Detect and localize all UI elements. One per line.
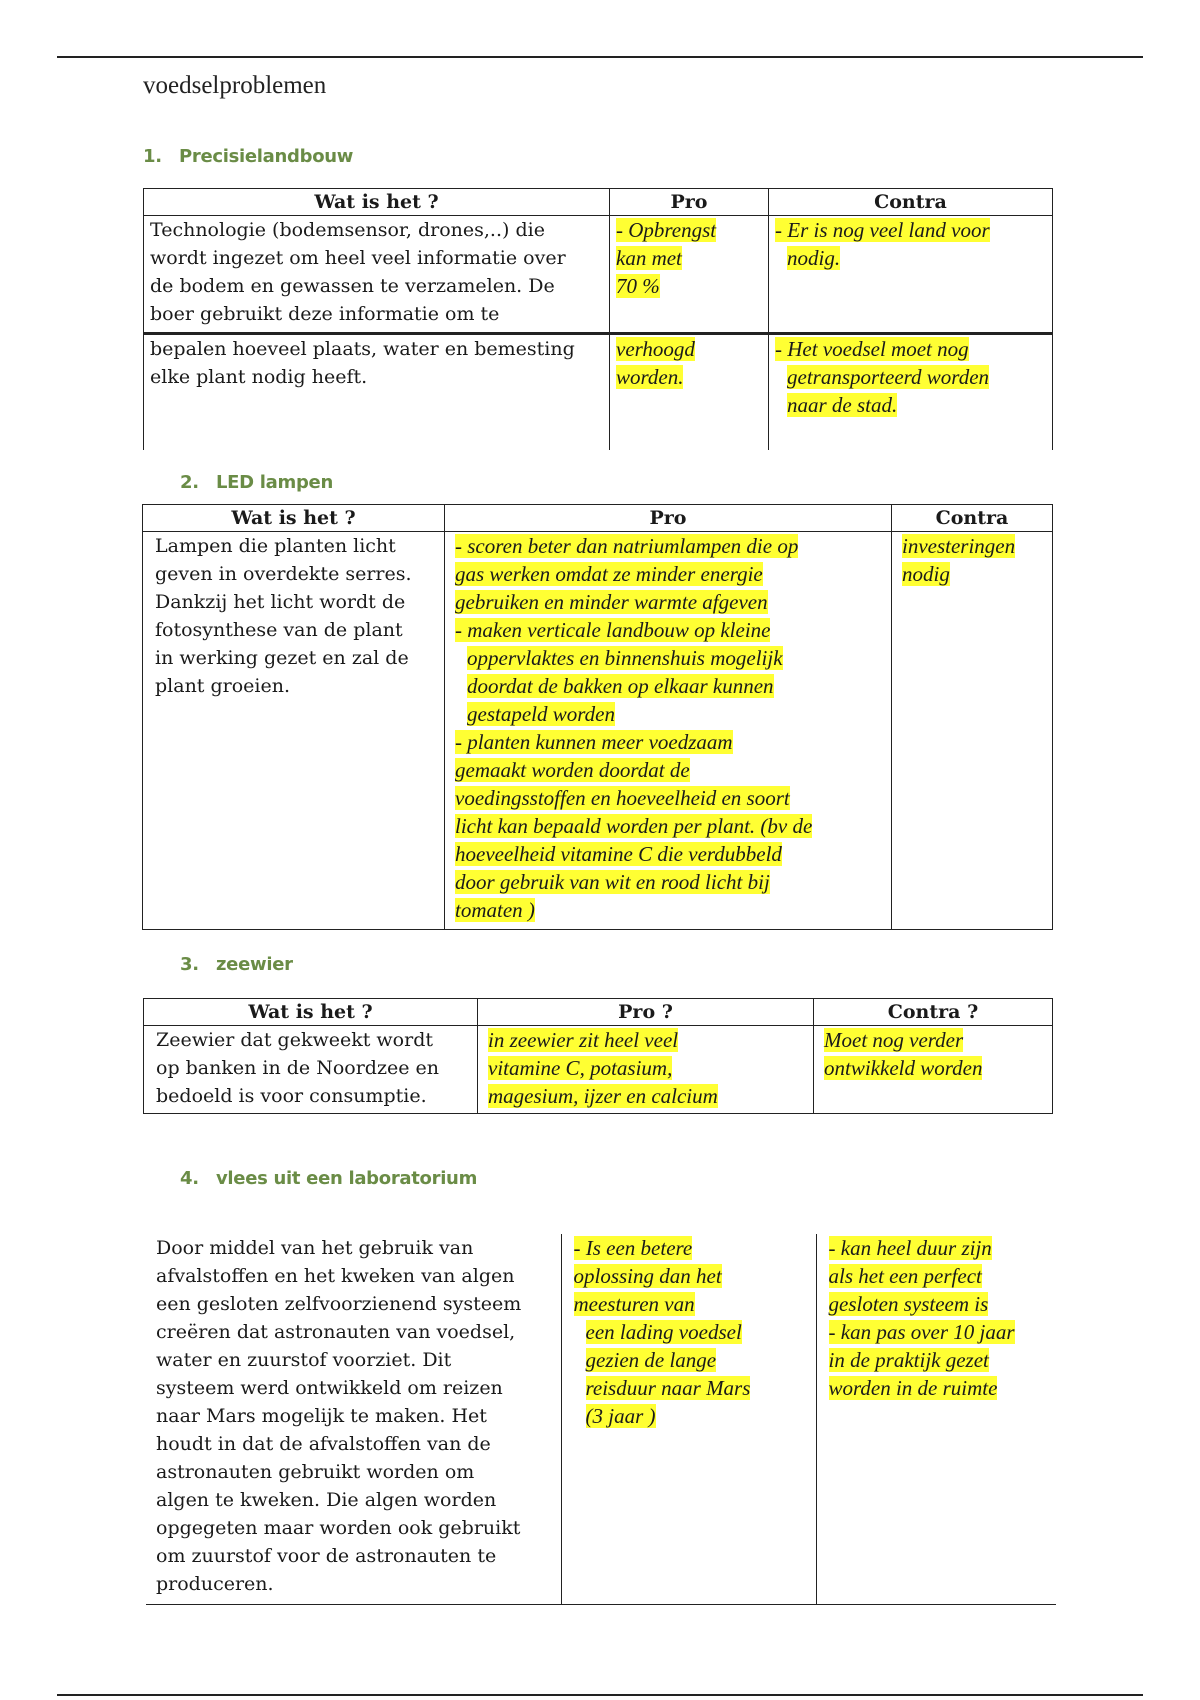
highlighted-text: 70 % xyxy=(616,274,660,298)
highlighted-text: magesium, ijzer en calcium xyxy=(488,1084,718,1108)
highlighted-text: worden. xyxy=(616,365,684,389)
table-vlees-uit-een-laboratorium xyxy=(146,1234,1056,1605)
highlighted-text: ontwikkeld worden xyxy=(824,1056,983,1080)
text-line: Dankzij het licht wordt de xyxy=(155,591,406,613)
section-number: 1. xyxy=(143,146,162,167)
highlighted-text: - Er is nog veel land voor xyxy=(775,218,990,242)
column-header-what: Wat is het ? xyxy=(143,505,445,532)
highlighted-text: verhoogd xyxy=(616,337,695,361)
text-line: de bodem en gewassen te verzamelen. De xyxy=(150,275,555,297)
highlighted-text: een lading voedsel xyxy=(585,1320,742,1344)
highlighted-text: reisduur naar Mars xyxy=(585,1376,751,1400)
highlighted-text: vitamine C, potasium, xyxy=(488,1056,673,1080)
highlighted-text: investeringen xyxy=(902,534,1016,558)
cell-contra xyxy=(816,1234,1056,1604)
section-number: 2. xyxy=(180,472,199,493)
highlighted-text: gesloten systeem is xyxy=(828,1292,989,1316)
highlighted-text: - kan heel duur zijn xyxy=(828,1236,992,1260)
text-line: algen te kweken. Die algen worden xyxy=(156,1489,497,1511)
text-line: in werking gezet en zal de xyxy=(155,647,409,669)
highlighted-text: meesturen van xyxy=(573,1292,695,1316)
cell-pro-continued xyxy=(610,334,769,450)
cell-contra xyxy=(814,1026,1053,1114)
text-line: boer gebruikt deze informatie om te xyxy=(150,303,500,325)
table-zeewier xyxy=(143,998,1053,1114)
highlighted-text: doordat de bakken op elkaar kunnen xyxy=(467,674,774,698)
highlighted-text: oppervlaktes en binnenshuis mogelijk xyxy=(467,646,783,670)
highlighted-text: getransporteerd worden xyxy=(787,365,990,389)
text-line: Lampen die planten licht xyxy=(155,535,396,557)
highlighted-text: nodig. xyxy=(787,246,841,270)
highlighted-text: naar de stad. xyxy=(787,393,898,417)
highlighted-text: gezien de lange xyxy=(585,1348,717,1372)
column-header-contra: Contra ? xyxy=(814,999,1053,1026)
cell-contra xyxy=(892,532,1053,930)
text-line: fotosynthese van de plant xyxy=(155,619,403,641)
text-line: Door middel van het gebruik van xyxy=(156,1237,474,1259)
cell-what xyxy=(146,1234,561,1604)
section-heading-precisielandbouw xyxy=(143,146,353,167)
text-line: water en zuurstof voorziet. Dit xyxy=(156,1349,452,1371)
highlighted-text: gestapeld worden xyxy=(467,702,615,726)
highlighted-text: Moet nog verder xyxy=(824,1028,964,1052)
highlighted-text: gas werken omdat ze minder energie xyxy=(455,562,763,586)
document-title: voedselproblemen xyxy=(143,72,327,99)
cell-what xyxy=(144,1026,478,1114)
column-header-what: Wat is het ? xyxy=(144,999,478,1026)
highlighted-text: (3 jaar ) xyxy=(585,1404,656,1428)
column-header-contra: Contra xyxy=(892,505,1053,532)
cell-pro xyxy=(561,1234,816,1604)
text-line: afvalstoffen en het kweken van algen xyxy=(156,1265,515,1287)
section-title: vlees uit een laboratorium xyxy=(216,1168,478,1189)
section-title: zeewier xyxy=(216,954,293,975)
text-line: om zuurstof voor de astronauten te xyxy=(156,1545,497,1567)
section-title: LED lampen xyxy=(216,472,333,493)
column-header-pro: Pro xyxy=(610,189,769,216)
highlighted-text: gemaakt worden doordat de xyxy=(455,758,690,782)
highlighted-text: nodig xyxy=(902,562,950,586)
highlighted-text: worden in de ruimte xyxy=(828,1376,998,1400)
text-line: geven in overdekte serres. xyxy=(155,563,412,585)
text-line: een gesloten zelfvoorzienend systeem xyxy=(156,1293,522,1315)
text-line: houdt in dat de afvalstoffen van de xyxy=(156,1433,491,1455)
text-line: creëren dat astronauten van voedsel, xyxy=(156,1321,516,1343)
section-heading-zeewier xyxy=(180,954,293,975)
bottom-rule xyxy=(57,1694,1143,1696)
cell-contra-continued xyxy=(769,334,1053,450)
highlighted-text: in de praktijk gezet xyxy=(828,1348,989,1372)
section-number: 4. xyxy=(180,1168,199,1189)
section-title: Precisielandbouw xyxy=(179,146,354,167)
highlighted-text: door gebruik van wit en rood licht bij xyxy=(455,870,770,894)
text-line: Technologie (bodemsensor, drones,..) die xyxy=(150,219,545,241)
highlighted-text: tomaten ) xyxy=(455,898,535,922)
column-header-contra: Contra xyxy=(769,189,1053,216)
highlighted-text: gebruiken en minder warmte afgeven xyxy=(455,590,768,614)
cell-pro xyxy=(610,216,769,334)
highlighted-text: oplossing dan het xyxy=(573,1264,722,1288)
text-line: bepalen hoeveel plaats, water en bemesting xyxy=(150,338,575,360)
text-line: Zeewier dat gekweekt wordt xyxy=(156,1029,434,1051)
text-line: systeem werd ontwikkeld om reizen xyxy=(156,1377,503,1399)
text-line: astronauten gebruikt worden om xyxy=(156,1461,475,1483)
cell-contra xyxy=(769,216,1053,334)
highlighted-text: als het een perfect xyxy=(828,1264,982,1288)
column-header-what: Wat is het ? xyxy=(144,189,610,216)
highlighted-text: - Het voedsel moet nog xyxy=(775,337,969,361)
cell-pro xyxy=(445,532,892,930)
text-line: plant groeien. xyxy=(155,675,291,697)
cell-what xyxy=(144,216,610,334)
text-line: opgegeten maar worden ook gebruikt xyxy=(156,1517,521,1539)
highlighted-text: - planten kunnen meer voedzaam xyxy=(455,730,733,754)
text-line: elke plant nodig heeft. xyxy=(150,366,368,388)
text-line: naar Mars mogelijk te maken. Het xyxy=(156,1405,487,1427)
text-line: bedoeld is voor consumptie. xyxy=(156,1085,427,1107)
highlighted-text: - Is een betere xyxy=(573,1236,693,1260)
table-precisielandbouw xyxy=(143,188,1053,450)
text-line: produceren. xyxy=(156,1573,274,1595)
highlighted-text: - maken verticale landbouw op kleine xyxy=(455,618,771,642)
table-led-lampen xyxy=(142,504,1053,930)
section-heading-vlees-uit-een-laboratorium xyxy=(180,1168,477,1189)
highlighted-text: hoeveelheid vitamine C die verdubbeld xyxy=(455,842,782,866)
column-header-pro: Pro xyxy=(445,505,892,532)
cell-what-continued xyxy=(144,334,610,450)
highlighted-text: licht kan bepaald worden per plant. (bv de xyxy=(455,814,813,838)
highlighted-text: in zeewier zit heel veel xyxy=(488,1028,679,1052)
highlighted-text: - scoren beter dan natriumlampen die op xyxy=(455,534,799,558)
highlighted-text: - kan pas over 10 jaar xyxy=(828,1320,1015,1344)
highlighted-text: voedingsstoffen en hoeveelheid en soort xyxy=(455,786,790,810)
highlighted-text: kan met xyxy=(616,246,682,270)
cell-pro xyxy=(478,1026,814,1114)
section-number: 3. xyxy=(180,954,199,975)
highlighted-text: - Opbrengst xyxy=(616,218,717,242)
top-rule xyxy=(57,56,1143,58)
text-line: op banken in de Noordzee en xyxy=(156,1057,439,1079)
section-heading-led-lampen xyxy=(180,472,333,493)
column-header-pro: Pro ? xyxy=(478,999,814,1026)
text-line: wordt ingezet om heel veel informatie over xyxy=(150,247,566,269)
cell-what xyxy=(143,532,445,930)
